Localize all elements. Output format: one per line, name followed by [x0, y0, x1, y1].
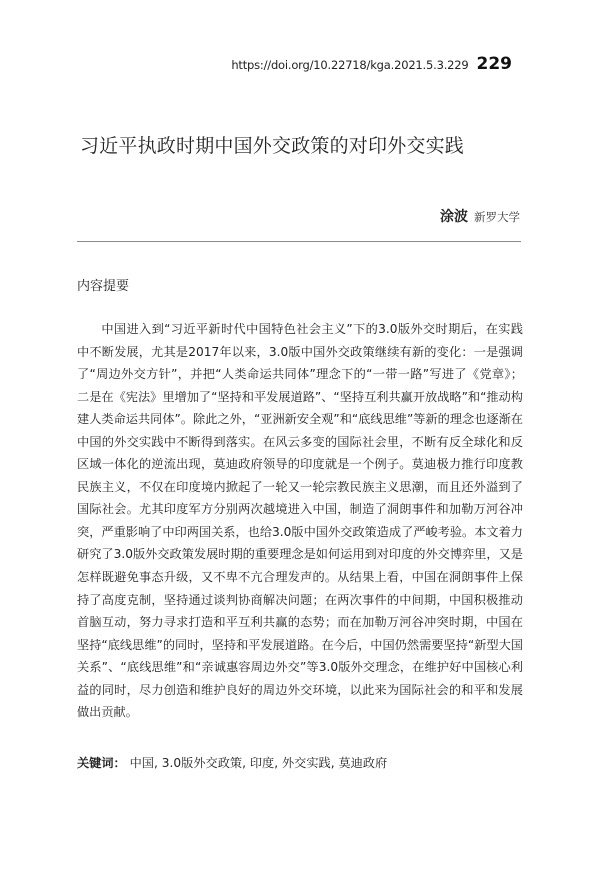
- page-number: 229: [476, 54, 512, 74]
- doi-link[interactable]: https://doi.org/10.22718/kga.2021.5.3.229: [231, 58, 469, 72]
- divider: [77, 241, 521, 242]
- abstract-heading: 内容提要: [77, 279, 130, 294]
- keywords-label: 关键词：: [77, 756, 126, 770]
- author-line: [440, 206, 520, 226]
- author-name: 涂波: [440, 209, 468, 225]
- page-header: [231, 54, 512, 74]
- abstract-body: 中国进入到“习近平新时代中国特色社会主义”下的3.0版外交时期后，在实践中不断发展，尤其是2017年以来，3.0版中国外交政策继续有新的变化：一是强调了“周边外交方针”，并把“人类命运共同体”理念下的“一带一路”写进了《党章》；二是在《宪法》里增加了“坚持和平发展道路”、“坚持互利共赢开放战略”和“推动构建人类命运共同体”。除此之外，“亚洲新安全观”和“底线思维”等新的理念也逐渐在中国的外交实践中不断得到落实。在风云多变的国际社会里，不断有反全球化和反区域一体化的逆流出现，莫迪政府领导的印度就是一个例子。莫迪极力推行印度教民族主义，不仅在印度境内掀起了一轮又一轮宗教民族主义思潮，而且还外溢到了国际社会。尤其印度军方分别两次越境进入中国，制造了洞朗事件和加勒万河谷冲突，严重影响了中印两国关系，也给3.0版中国外交政策造成了严峻考验。本文着力研究了3.0版外交政策发展时期的重要理念是如何运用到对印度的外交博弈里，又是怎样既避免事态升级，又不卑不亢合理发声的。从结果上看，中国在洞朗事件上保持了高度克制，坚持通过谈判协商解决问题；在两次事件的中间期，中国积极推动首脑互动，努力寻求打造和平互利共赢的态势；而在加勒万河谷冲突时期，中国在坚持“底线思维”的同时，坚持和平发展道路。在今后，中国仍然需要坚持“新型大国关系”、“底线思维”和“亲诚惠容周边外交”等3.0版外交理念，在维护好中国核心利益的同时，尽力创造和维护良好的周边外交环境，以此来为国际社会的和平和发展做出贡献。: [77, 322, 523, 720]
- keywords: [77, 754, 523, 771]
- article-title: 习近平执政时期中国外交政策的对印外交实践: [80, 135, 465, 157]
- author-affiliation: 新罗大学: [474, 210, 520, 224]
- keywords-text: 中国, 3.0版外交政策, 印度, 外交实践, 莫迪政府: [129, 756, 388, 770]
